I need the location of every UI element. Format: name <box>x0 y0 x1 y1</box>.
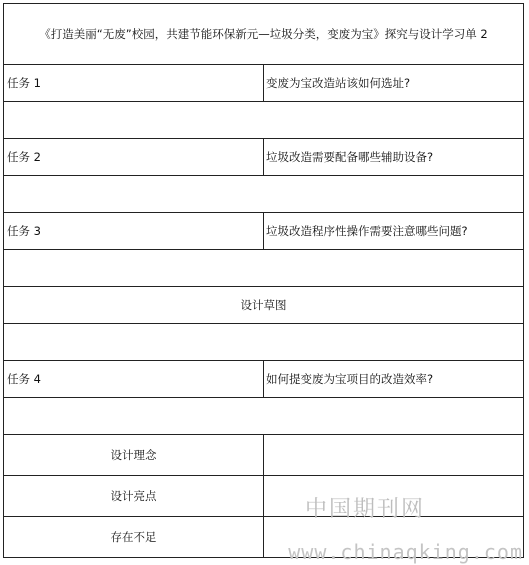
answer-area-2[interactable] <box>4 176 524 213</box>
design-highlights-field[interactable] <box>264 476 524 517</box>
task-label: 任务 2 <box>4 139 264 176</box>
design-concept-label: 设计理念 <box>4 435 264 476</box>
worksheet-table <box>3 3 524 558</box>
eval-row-shortcomings <box>4 517 524 558</box>
answer-area-1[interactable] <box>4 102 524 139</box>
design-highlights-label: 设计亮点 <box>4 476 264 517</box>
task-label: 任务 3 <box>4 213 264 250</box>
eval-row-highlights <box>4 476 524 517</box>
task-question: 垃圾改造程序性操作需要注意哪些问题? <box>264 213 524 250</box>
shortcomings-label: 存在不足 <box>4 517 264 558</box>
task-question: 如何提变废为宝项目的改造效率? <box>264 361 524 398</box>
worksheet <box>3 3 524 561</box>
task-row-4 <box>4 361 524 398</box>
watermark-url: www.chinaqking.com <box>288 540 523 564</box>
task-question: 变废为宝改造站该如何选址? <box>264 65 524 102</box>
task-row-1 <box>4 65 524 102</box>
task-row-2 <box>4 139 524 176</box>
sketch-area[interactable] <box>4 324 524 361</box>
watermark-cn: 中国期刊网 <box>304 497 425 522</box>
sketch-heading: 设计草图 <box>4 287 524 324</box>
task-label: 任务 1 <box>4 65 264 102</box>
design-concept-field[interactable] <box>264 435 524 476</box>
answer-area-3[interactable] <box>4 250 524 287</box>
eval-row-concept <box>4 435 524 476</box>
task-row-3 <box>4 213 524 250</box>
shortcomings-field[interactable] <box>264 517 524 558</box>
task-question: 垃圾改造需要配备哪些辅助设备? <box>264 139 524 176</box>
answer-area-4[interactable] <box>4 398 524 435</box>
task-label: 任务 4 <box>4 361 264 398</box>
worksheet-title: 《打造美丽“无废”校园，共建节能环保新元—垃圾分类，变废为宝》探究与设计学习单 2 <box>4 4 524 65</box>
